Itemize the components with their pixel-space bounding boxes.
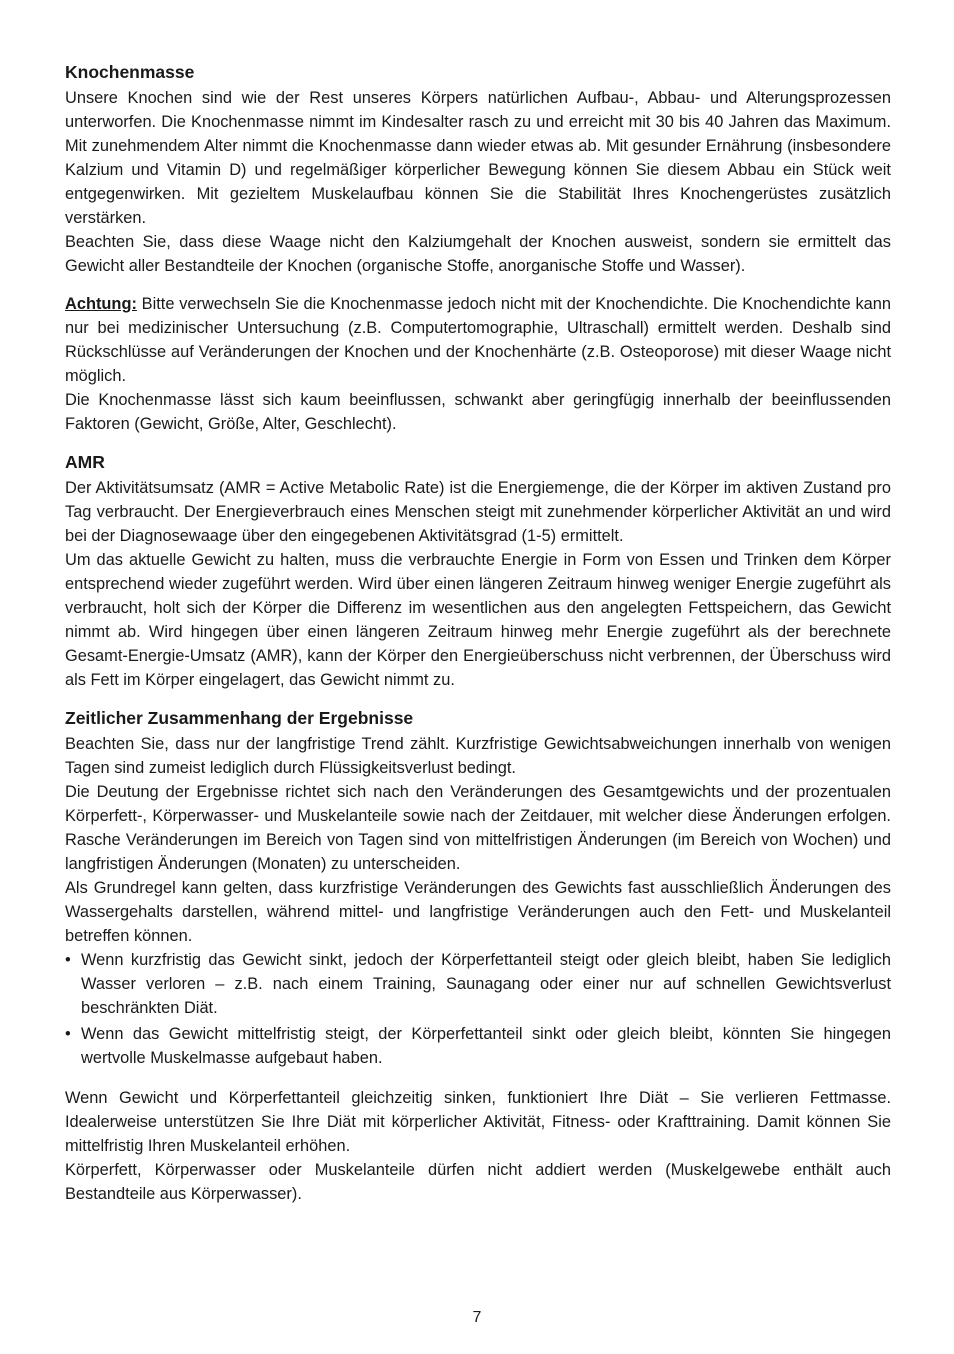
warning-text: Bitte verwechseln Sie die Knochenmasse jedoch nicht mit der Knochendichte. Die Knochendichte kann nur bei medizinischer Untersuchung (z.B. Computertomographie, Ultraschall) ermittelt werden. Deshalb sind Rückschlüsse auf Veränderungen der Knochen und der Knochenhärte (z.B. Osteoporose) mit dieser Waage nicht möglich. [65, 295, 891, 385]
paragraph: Körperfett, Körperwasser oder Muskelanteile dürfen nicht addiert werden (Muskelgewebe enthält auch Bestandteile aus Körperwasser). [65, 1161, 891, 1203]
section-heading: AMR [65, 452, 105, 472]
list-item [65, 948, 891, 1020]
paragraph: Unsere Knochen sind wie der Rest unseres Körpers natürlichen Aufbau-, Abbau- und Alterungsprozessen unterworfen. Die Knochenmasse nimmt im Kindesalter rasch zu und erreicht mit 30 bis 40 Jahren das Maximum. Mit zunehmendem Alter nimmt die Knochenmasse dann wieder etwas ab. Mit gesunder Ernährung (insbesondere Kalzium und Vitamin D) und regelmäßiger körperlicher Bewegung können Sie diesem Abbau ein Stück weit entgegenwirken. Mit gezieltem Muskelaufbau können Sie die Stabilität Ihres Knochengerüstes zusätzlich verstärken. [65, 89, 891, 227]
list-item-text: Wenn das Gewicht mittelfristig steigt, der Körperfettanteil sinkt oder gleich bleibt, könnten Sie hingegen wertvolle Muskelmasse aufgebaut haben. [81, 1025, 891, 1067]
paragraph: Als Grundregel kann gelten, dass kurzfristige Veränderungen des Gewichts fast ausschließlich Änderungen des Wassergehalts darstellen, während mittel- und langfristige Veränderungen auch den Fett- und Muskelanteil betreffen können. [65, 879, 891, 945]
bullet-list [65, 948, 891, 1070]
section-amr [65, 450, 891, 692]
paragraph: Wenn Gewicht und Körperfettanteil gleichzeitig sinken, funktioniert Ihre Diät – Sie verlieren Fettmasse. Idealerweise unterstützen Sie Ihre Diät mit körperlicher Aktivität, Fitness- oder Krafttraining. Damit können Sie mittelfristig Ihren Muskelanteil erhöhen. [65, 1089, 891, 1155]
section-heading: Zeitlicher Zusammenhang der Ergebnisse [65, 708, 414, 728]
paragraph: Die Knochenmasse lässt sich kaum beeinflussen, schwankt aber geringfügig innerhalb der beeinflussenden Faktoren (Gewicht, Größe, Alter, Geschlecht). [65, 391, 891, 433]
paragraph: Die Deutung der Ergebnisse richtet sich nach den Veränderungen des Gesamtgewichts und der prozentualen Körperfett-, Körperwasser- und Muskelanteile sowie nach der Zeitdauer, mit welcher diese Änderungen erfolgen. Rasche Veränderungen im Bereich von Tagen sind von mittelfristigen Änderungen (im Bereich von Wochen) und langfristigen Änderungen (Monaten) zu unterscheiden. [65, 783, 891, 873]
paragraph: Der Aktivitätsumsatz (AMR = Active Metabolic Rate) ist die Energiemenge, die der Körper im aktiven Zustand pro Tag verbraucht. Der Energieverbrauch eines Menschen steigt mit zunehmender körperlicher Aktivität an und wird bei der Diagnosewaage über den eingegebenen Aktivitätsgrad (1-5) ermittelt. [65, 479, 891, 545]
section-knochenmasse [65, 60, 891, 436]
warning-label: Achtung: [65, 295, 137, 313]
list-item-text: Wenn kurzfristig das Gewicht sinkt, jedoch der Körperfettanteil steigt oder gleich bleibt, haben Sie lediglich Wasser verloren – z.B. nach einem Training, Saunagang oder einer nur auf schnellen Gewichtsverlust beschränkten Diät. [81, 951, 891, 1017]
page-number: 7 [472, 1309, 482, 1326]
section-heading: Knochenmasse [65, 62, 195, 82]
paragraph: Beachten Sie, dass diese Waage nicht den Kalziumgehalt der Knochen ausweist, sondern sie ermittelt das Gewicht aller Bestandteile der Knochen (organische Stoffe, anorganische Stoffe und Wasser). [65, 233, 891, 275]
warning-paragraph [65, 292, 891, 388]
paragraph: Beachten Sie, dass nur der langfristige Trend zählt. Kurzfristige Gewichtsabweichungen innerhalb von wenigen Tagen sind zumeist lediglich durch Flüssigkeitsverlust bedingt. [65, 735, 891, 777]
paragraph: Um das aktuelle Gewicht zu halten, muss die verbrauchte Energie in Form von Essen und Trinken dem Körper entsprechend wieder zugeführt werden. Wird über einen längeren Zeitraum hinweg weniger Energie zugeführt als verbraucht, holt sich der Körper die Differenz im wesentlichen aus den angelegten Fettspeichern, das Gewicht nimmt ab. Wird hingegen über einen längeren Zeitraum hinweg mehr Energie zugeführt als der berechnete Gesamt-Energie-Umsatz (AMR), kann der Körper den Energieüberschuss nicht verbrennen, der Überschuss wird als Fett im Körper eingelagert, das Gewicht nimmt zu. [65, 551, 891, 689]
bullet-icon: • [65, 1025, 71, 1043]
list-item [65, 1022, 891, 1070]
section-zeitlicher-zusammenhang [65, 706, 891, 1206]
document-page [65, 60, 891, 1220]
bullet-icon: • [65, 951, 71, 969]
